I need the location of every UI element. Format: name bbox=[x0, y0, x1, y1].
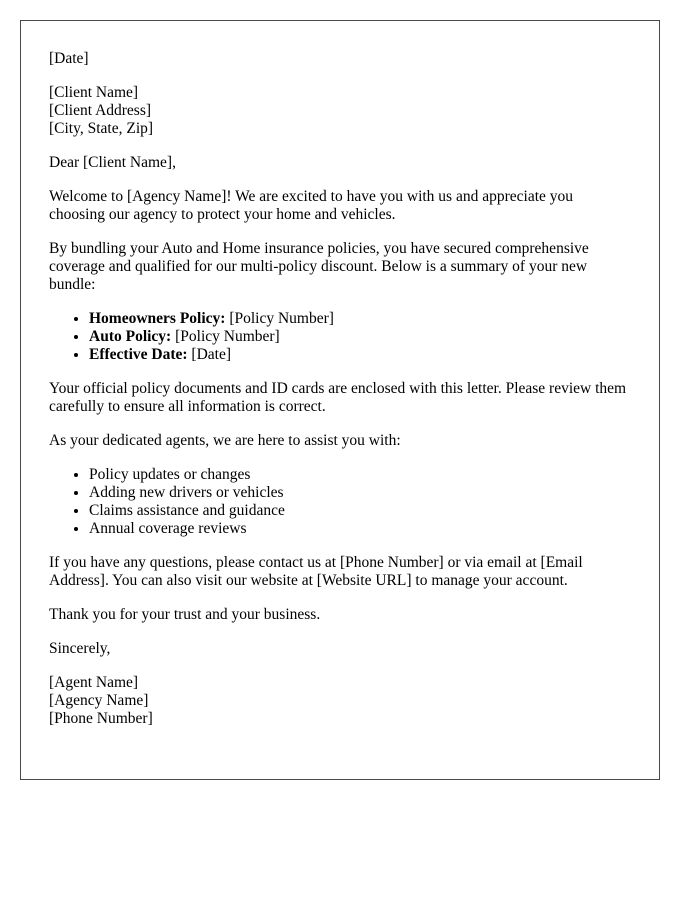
summary-value: [Date] bbox=[187, 346, 232, 363]
summary-item-homeowners bbox=[89, 310, 631, 328]
policy-summary-list bbox=[49, 310, 631, 364]
assist-intro: As your dedicated agents, we are here to assist you with: bbox=[49, 432, 401, 449]
agency-name: [Agency Name] bbox=[49, 692, 149, 709]
recipient-address-block bbox=[49, 84, 631, 138]
assist-item: • Claims assistance and guidance bbox=[89, 502, 631, 520]
signature-block bbox=[49, 674, 631, 728]
letter-page bbox=[20, 20, 660, 780]
summary-value: [Policy Number] bbox=[225, 310, 334, 327]
closing: Sincerely, bbox=[49, 640, 111, 657]
summary-item-auto bbox=[89, 328, 631, 346]
assist-item: • Annual coverage reviews bbox=[89, 520, 631, 538]
agent-name: [Agent Name] bbox=[49, 674, 139, 691]
recipient-name: [Client Name] bbox=[49, 84, 139, 101]
recipient-address: [Client Address] bbox=[49, 102, 152, 119]
recipient-city-state-zip: [City, State, Zip] bbox=[49, 120, 154, 137]
thanks-line: Thank you for your trust and your business. bbox=[49, 606, 321, 623]
summary-value: [Policy Number] bbox=[171, 328, 280, 345]
agent-phone: [Phone Number] bbox=[49, 710, 153, 727]
letter-date: [Date] bbox=[49, 50, 89, 67]
documents-paragraph: Your official policy documents and ID cards are enclosed with this letter. Please review them carefully to ensure all information is correct. bbox=[49, 380, 627, 415]
assist-item: • Policy updates or changes bbox=[89, 466, 631, 484]
contact-paragraph: If you have any questions, please contact us at [Phone Number] or via email at [Email Address]. You can also visit our website at [Website URL] to manage your account. bbox=[49, 554, 583, 589]
assist-item: • Adding new drivers or vehicles bbox=[89, 484, 631, 502]
bundle-paragraph: By bundling your Auto and Home insurance policies, you have secured comprehensive coverage and qualified for our multi-policy discount. Below is a summary of your new bundle: bbox=[49, 240, 589, 293]
salutation: Dear [Client Name], bbox=[49, 154, 176, 171]
assist-list bbox=[49, 466, 631, 538]
intro-paragraph: Welcome to [Agency Name]! We are excited to have you with us and appreciate you choosing our agency to protect your home and vehicles. bbox=[49, 188, 574, 223]
summary-label: Effective Date: bbox=[89, 346, 188, 363]
summary-item-effective-date bbox=[89, 346, 631, 364]
summary-label: Auto Policy: bbox=[89, 328, 172, 345]
summary-label: Homeowners Policy: bbox=[89, 310, 226, 327]
